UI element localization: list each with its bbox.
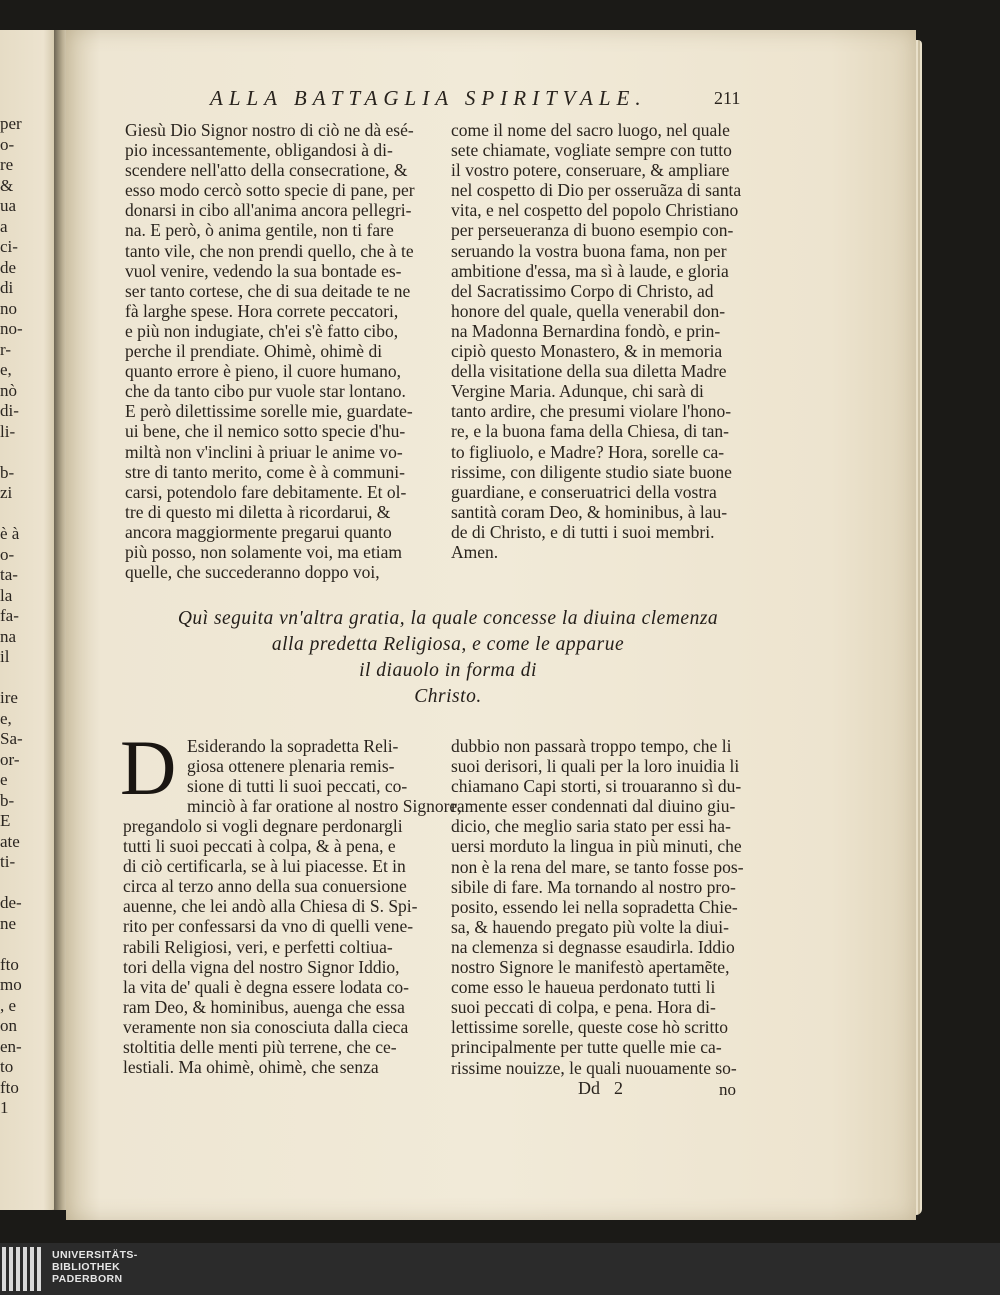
fragment-line: ne bbox=[0, 913, 17, 933]
library-footer-bar bbox=[0, 1243, 1000, 1295]
column-left-bottom-indented bbox=[187, 736, 462, 817]
fragment-line: ate bbox=[0, 831, 20, 851]
column-left-bottom bbox=[123, 816, 437, 1077]
text-line: honore del quale, quella venerabil don- bbox=[451, 300, 726, 321]
text-line: nel cospetto di Dio per osseruãza di santa bbox=[451, 180, 742, 201]
text-line: miltà non v'inclini à priuar le anime vo- bbox=[125, 441, 403, 462]
library-name-line3: PADERBORN bbox=[52, 1273, 123, 1285]
fragment-line bbox=[0, 504, 30, 525]
text-line: santità coram Deo, & hominibus, à lau- bbox=[451, 501, 728, 522]
text-line: del Sacratissimo Corpo di Christo, ad bbox=[451, 280, 714, 301]
text-line: la vita de' quali è degna essere lodata co- bbox=[123, 976, 409, 997]
text-line: della visitatione della sua diletta Madre bbox=[451, 361, 727, 382]
fragment-line: o- bbox=[0, 134, 15, 154]
section-heading bbox=[118, 606, 778, 710]
previous-page-edge bbox=[0, 30, 62, 1210]
fragment-line: ua bbox=[0, 196, 17, 215]
fragment-line: de bbox=[0, 257, 17, 277]
fragment-line: en- bbox=[0, 1036, 22, 1056]
fragment-line: ci- bbox=[0, 237, 18, 256]
text-line: Vergine Maria. Adunque, chi sarà di bbox=[451, 381, 704, 402]
fragment-line: fto bbox=[0, 954, 19, 974]
text-line: ancora maggiormente pregarui quanto bbox=[125, 521, 392, 542]
fragment-line: no- bbox=[0, 319, 23, 338]
text-line: esso modo cercò sotto specie di pane, per bbox=[125, 180, 415, 201]
text-line: tre di questo mi diletta à ricordarui, & bbox=[125, 501, 391, 522]
heading-line: Quì seguita vn'altra gratia, la quale concesse la diuina clemenza bbox=[177, 608, 719, 629]
text-line: il vostro potere, conseruare, & ampliare bbox=[451, 160, 730, 181]
text-line: dicio, che meglio saria stato per essi ha- bbox=[451, 816, 731, 837]
fragment-line: zi bbox=[0, 483, 13, 502]
fragment-line: ta- bbox=[0, 565, 18, 584]
text-line: chiamano Capi storti, si trouaranno sì du- bbox=[451, 776, 742, 797]
text-line: dubbio non passarà troppo tempo, che li bbox=[451, 736, 732, 756]
fragment-line: la bbox=[0, 585, 13, 605]
text-line: sa, & hauendo pregato più volte la diui- bbox=[451, 916, 729, 937]
text-line: na Madonna Bernardina fondò, e prin- bbox=[451, 320, 721, 341]
text-line: fà larghe spese. Hora correte peccatori, bbox=[125, 300, 399, 321]
column-left-top bbox=[125, 120, 437, 582]
text-line: non è la rena del mare, se tanto fosse pos- bbox=[451, 856, 744, 877]
fragment-line bbox=[0, 934, 30, 955]
library-logo-icon bbox=[2, 1247, 42, 1291]
column-right-bottom bbox=[451, 736, 771, 1078]
text-line: seruando la vostra buona fama, non per bbox=[451, 240, 727, 261]
text-line: vita, e nel cospetto del popolo Christiano bbox=[451, 200, 739, 221]
text-line: ambitione d'essa, ma sì à laude, e gloria bbox=[451, 260, 729, 281]
fragment-line: on bbox=[0, 1016, 17, 1035]
text-line: scendere nell'atto della consecratione, & bbox=[125, 160, 408, 181]
text-line: per perseueranza di buono esempio con- bbox=[451, 220, 734, 241]
text-line: de di Christo, e di tutti i suoi membri. bbox=[451, 521, 715, 542]
text-line: di ciò certificarla, se à lui piacesse. Et in bbox=[123, 856, 406, 877]
text-line: rissime, con diligente studio siate buone bbox=[451, 461, 732, 482]
heading-line: alla predetta Religiosa, e come le apparue bbox=[271, 634, 625, 655]
text-line: sione di tutti li suoi peccati, co- bbox=[187, 776, 408, 797]
fragment-line: li- bbox=[0, 421, 16, 441]
text-line: carsi, potendolo fare debitamente. Et ol- bbox=[125, 481, 407, 502]
fragment-line: b- bbox=[0, 790, 15, 810]
heading-line: il diauolo in forma di bbox=[359, 660, 537, 681]
text-line: più posso, non solamente voi, ma etiam bbox=[125, 541, 403, 562]
fragment-line: , e bbox=[0, 995, 17, 1015]
fragment-line: fa- bbox=[0, 606, 19, 625]
text-line: suoi peccati di colpa, e pena. Hora di- bbox=[451, 997, 716, 1018]
text-line: minciò à far oratione al nostro Signore, bbox=[187, 796, 462, 817]
fragment-line bbox=[0, 873, 30, 894]
text-line: quanto errore è pieno, il cuore humano, bbox=[125, 361, 402, 382]
text-line: giosa ottenere plenaria remis- bbox=[187, 756, 395, 777]
text-line: rabili Religiosi, veri, e perfetti coltiua- bbox=[123, 936, 393, 957]
text-line: tanto ardire, che presumi violare l'hono- bbox=[451, 401, 732, 422]
column-right-top bbox=[451, 120, 765, 562]
text-line: rissime nouizze, le quali nuouamente so- bbox=[451, 1057, 737, 1078]
text-line: pregandolo si vogli degnare perdonargli bbox=[123, 816, 403, 836]
fragment-line: na bbox=[0, 626, 17, 646]
text-line: to figliuolo, e Madre? Hora, sorelle ca- bbox=[451, 441, 725, 462]
text-line: nostro Signore le manifestò apertamẽte, bbox=[451, 957, 730, 978]
fragment-line: re bbox=[0, 155, 14, 174]
fragment-line: o- bbox=[0, 544, 15, 564]
text-line: perche il prendiate. Ohimè, ohimè di bbox=[125, 341, 383, 362]
library-name-line1: UNIVERSITÄTS- bbox=[52, 1249, 138, 1261]
fragment-line: ire bbox=[0, 688, 18, 707]
fragment-line: & bbox=[0, 175, 14, 195]
text-line: tori della vigna del nostro Signor Iddio, bbox=[123, 956, 400, 977]
text-line: auenne, che lei andò alla Chiesa di S. Spi- bbox=[123, 896, 418, 917]
fragment-line: il bbox=[0, 647, 10, 666]
text-line: che da tanto cibo pur vuole star lontano. bbox=[125, 381, 406, 402]
text-line: lettissime sorelle, queste cose hò scritto bbox=[451, 1017, 729, 1038]
fragment-line: ti- bbox=[0, 852, 16, 871]
fragment-line: b- bbox=[0, 462, 15, 482]
text-line: re, e la buona fama della Chiesa, di tan- bbox=[451, 421, 729, 442]
text-line: na. E però, ò anima gentile, non ti fare bbox=[125, 220, 394, 241]
text-line: suoi derisori, li quali per la loro inuidia li bbox=[451, 756, 740, 777]
text-line: E però dilettissime sorelle mie, guardate- bbox=[125, 401, 413, 422]
fragment-line: no bbox=[0, 298, 17, 318]
fragment-line: nò bbox=[0, 380, 17, 400]
fragment-line: to bbox=[0, 1057, 14, 1076]
fragment-line: de- bbox=[0, 893, 22, 912]
text-line: rito per confessarsi da vno di quelli vene- bbox=[123, 916, 414, 937]
fragment-line: Sa- bbox=[0, 729, 23, 748]
library-name-line2: BIBLIOTHEK bbox=[52, 1261, 121, 1273]
text-line: stoltitia delle menti più terrene, che ce- bbox=[123, 1037, 397, 1058]
text-line: ramente esser condennati dal diuino giu- bbox=[451, 796, 736, 817]
text-line: ui bene, che il nemico sotto specie d'hu- bbox=[125, 421, 406, 442]
text-line: principalmente per tutte quelle mie ca- bbox=[451, 1037, 722, 1058]
signature-letters: Dd bbox=[578, 1078, 600, 1098]
running-head: ALLA BATTAGLIA SPIRITVALE. bbox=[210, 86, 647, 110]
text-line: come esso le haueua perdonato tutti li bbox=[451, 977, 716, 998]
text-line: Amen. bbox=[451, 541, 499, 562]
text-line: Esiderando la sopradetta Reli- bbox=[187, 736, 399, 756]
fragment-line: fto bbox=[0, 1077, 19, 1097]
text-line: na clemenza si degnasse esaudirla. Iddio bbox=[451, 936, 735, 957]
text-line: sibile di fare. Ma tornando al nostro pro- bbox=[451, 876, 736, 897]
fragment-line: e, bbox=[0, 360, 12, 379]
text-line: stre di tanto merito, come è à communi- bbox=[125, 461, 405, 482]
text-line: come il nome del sacro luogo, nel quale bbox=[451, 120, 730, 140]
fragment-line: 1 bbox=[0, 1098, 9, 1117]
fragment-line: per bbox=[0, 114, 22, 133]
fragment-line bbox=[0, 442, 30, 463]
previous-page-text-fragments bbox=[0, 114, 30, 1119]
fragment-line: e, bbox=[0, 708, 12, 728]
text-line: vuol venire, vedendo la sua bontade es- bbox=[125, 260, 402, 281]
text-line: cipiò questo Monastero, & in memoria bbox=[451, 341, 723, 362]
fragment-line: e bbox=[0, 770, 8, 789]
catchword: no bbox=[719, 1080, 736, 1099]
text-line: e più non indugiate, ch'ei s'è fatto cibo, bbox=[125, 320, 399, 341]
fragment-line bbox=[0, 668, 30, 689]
text-line: veramente non sia conosciuta dalla cieca bbox=[123, 1016, 409, 1037]
fragment-line: E bbox=[0, 811, 11, 830]
fragment-line: di- bbox=[0, 401, 19, 420]
drop-capital: D bbox=[120, 724, 177, 811]
fragment-line: è à bbox=[0, 524, 20, 543]
text-line: quelle, che succederanno doppo voi, bbox=[125, 562, 380, 583]
text-line: ram Deo, & hominibus, auenga che essa bbox=[123, 996, 405, 1017]
text-line: pio incessantemente, obligandosi à di- bbox=[125, 140, 393, 161]
fragment-line: or- bbox=[0, 749, 20, 769]
fragment-line: mo bbox=[0, 975, 22, 994]
text-line: circa al terzo anno della sua conuersione bbox=[123, 876, 407, 897]
fragment-line: a bbox=[0, 216, 8, 236]
signature-number: 2 bbox=[614, 1078, 623, 1098]
text-line: sete chiamate, vogliate sempre con tutto bbox=[451, 140, 732, 161]
fragment-line: di bbox=[0, 278, 14, 297]
fragment-line: r- bbox=[0, 339, 11, 359]
text-line: donarsi in cibo all'anima ancora pellegri- bbox=[125, 200, 412, 221]
text-line: ser tanto cortese, che di sua deitade te ne bbox=[125, 280, 411, 301]
text-line: guardiane, e conseruatrici della vostra bbox=[451, 481, 717, 502]
heading-line: Christo. bbox=[414, 686, 482, 707]
text-line: posito, essendo lei nella sopradetta Chie- bbox=[451, 896, 738, 917]
text-line: Giesù Dio Signor nostro di ciò ne dà esé- bbox=[125, 120, 414, 140]
page-number: 211 bbox=[714, 88, 741, 108]
text-line: lestiali. Ma ohimè, ohimè, che senza bbox=[123, 1057, 379, 1078]
text-line: tutti li suoi peccati à colpa, & à pena, e bbox=[123, 836, 396, 857]
library-name bbox=[52, 1249, 138, 1285]
text-line: uersi morduto la lingua in più minuti, che bbox=[451, 836, 742, 857]
signature-mark bbox=[578, 1078, 637, 1099]
text-line: tanto vile, che non prendi quello, che à te bbox=[125, 240, 414, 261]
